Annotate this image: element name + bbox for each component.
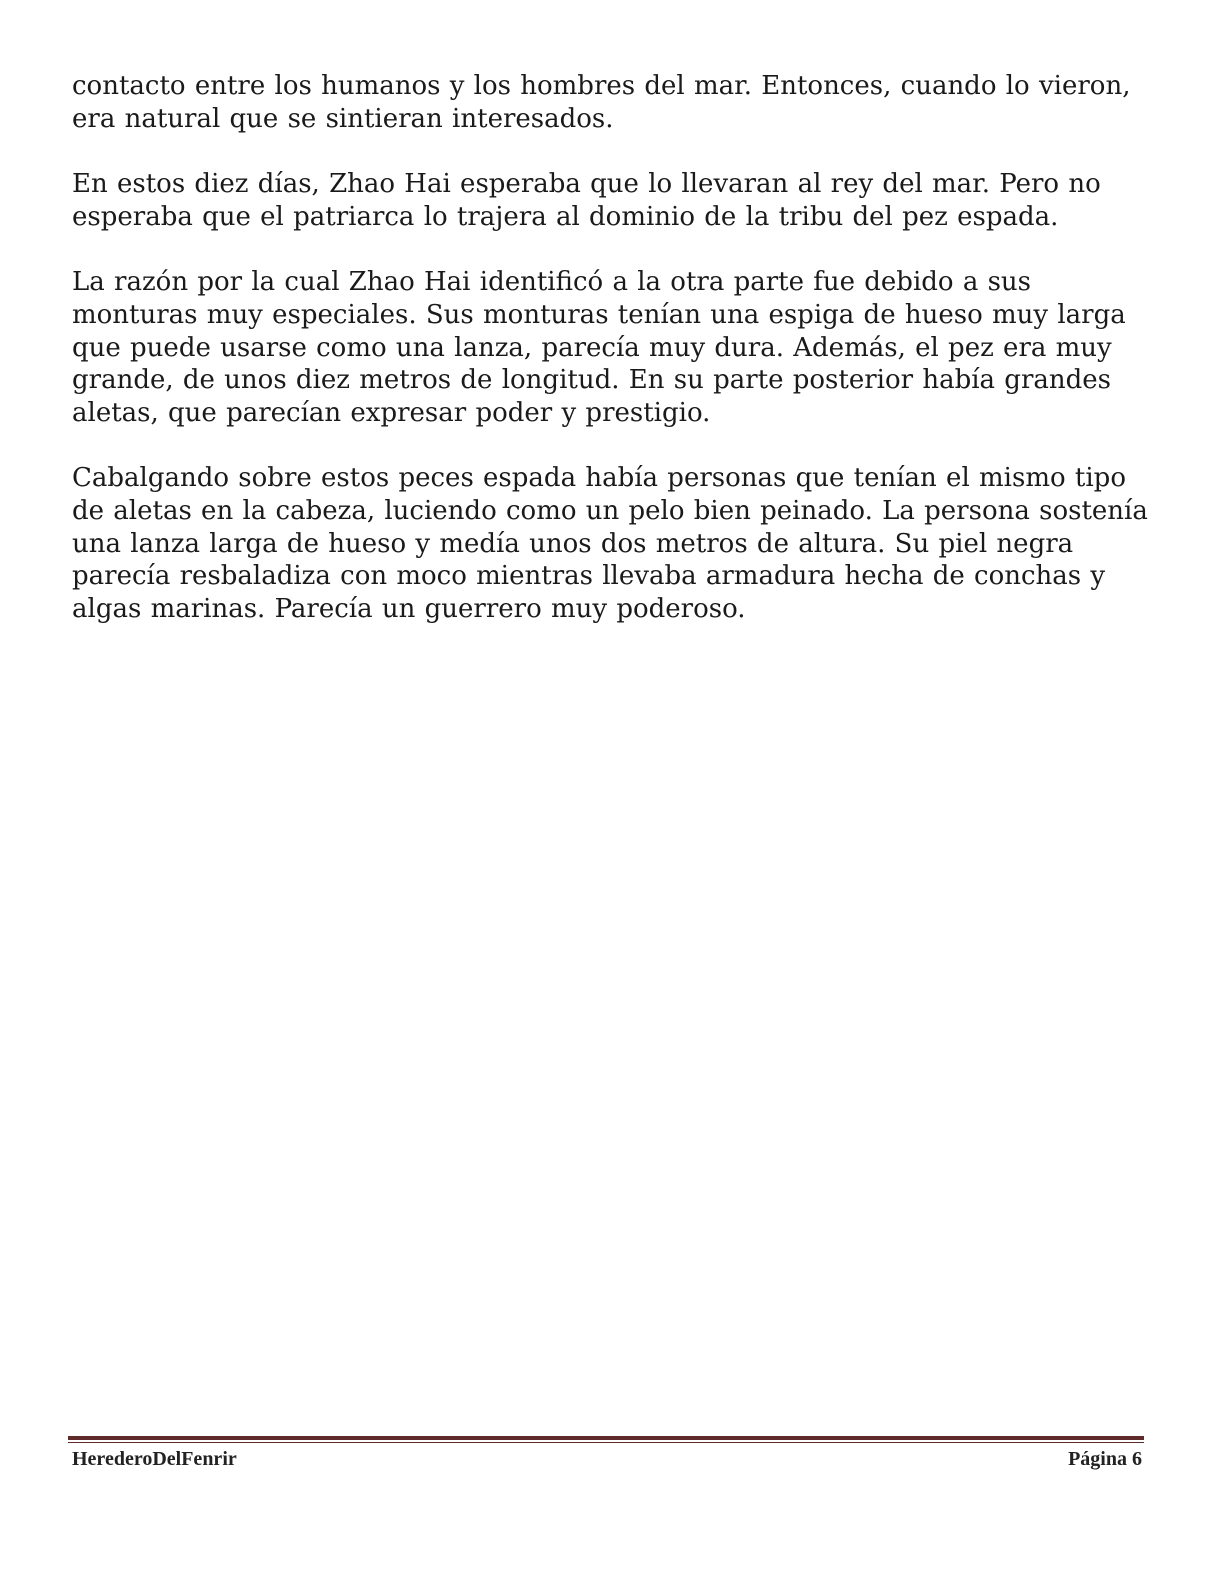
footer-divider [68,1436,1144,1443]
paragraph-1: contacto entre los humanos y los hombres del mar. Entonces, cuando lo vieron, era natural que se sintieran interesados. [72,71,1131,134]
paragraph-3: La razón por la cual Zhao Hai identificó a la otra parte fue debido a sus monturas muy especiales. Sus monturas tenían una espiga de hueso muy larga que puede usarse como una lanza, parecía muy dura. Además, el pez era muy grande, de unos diez metros de longitud. En su parte posterior había grandes aletas, que parecían expresar poder y prestigio. [72,267,1126,428]
paragraph-4: Cabalgando sobre estos peces espada había personas que tenían el mismo tipo de aletas en la cabeza, luciendo como un pelo bien peinado. La persona sostenía una lanza larga de hueso y medía unos dos metros de altura. Su piel negra parecía resbaladiza con moco mientras llevaba armadura hecha de conchas y algas marinas. Parecía un guerrero muy poderoso. [72,463,1148,624]
body-text [72,70,1154,658]
footer-page-number: Página 6 [1068,1448,1142,1470]
footer-author: HerederoDelFenrir [72,1448,237,1470]
paragraph-2: En estos diez días, Zhao Hai esperaba que lo llevaran al rey del mar. Pero no esperaba que el patriarca lo trajera al dominio de la tribu del pez espada. [72,169,1101,232]
footer-divider-thin [68,1442,1144,1443]
page-footer [72,1448,1142,1476]
